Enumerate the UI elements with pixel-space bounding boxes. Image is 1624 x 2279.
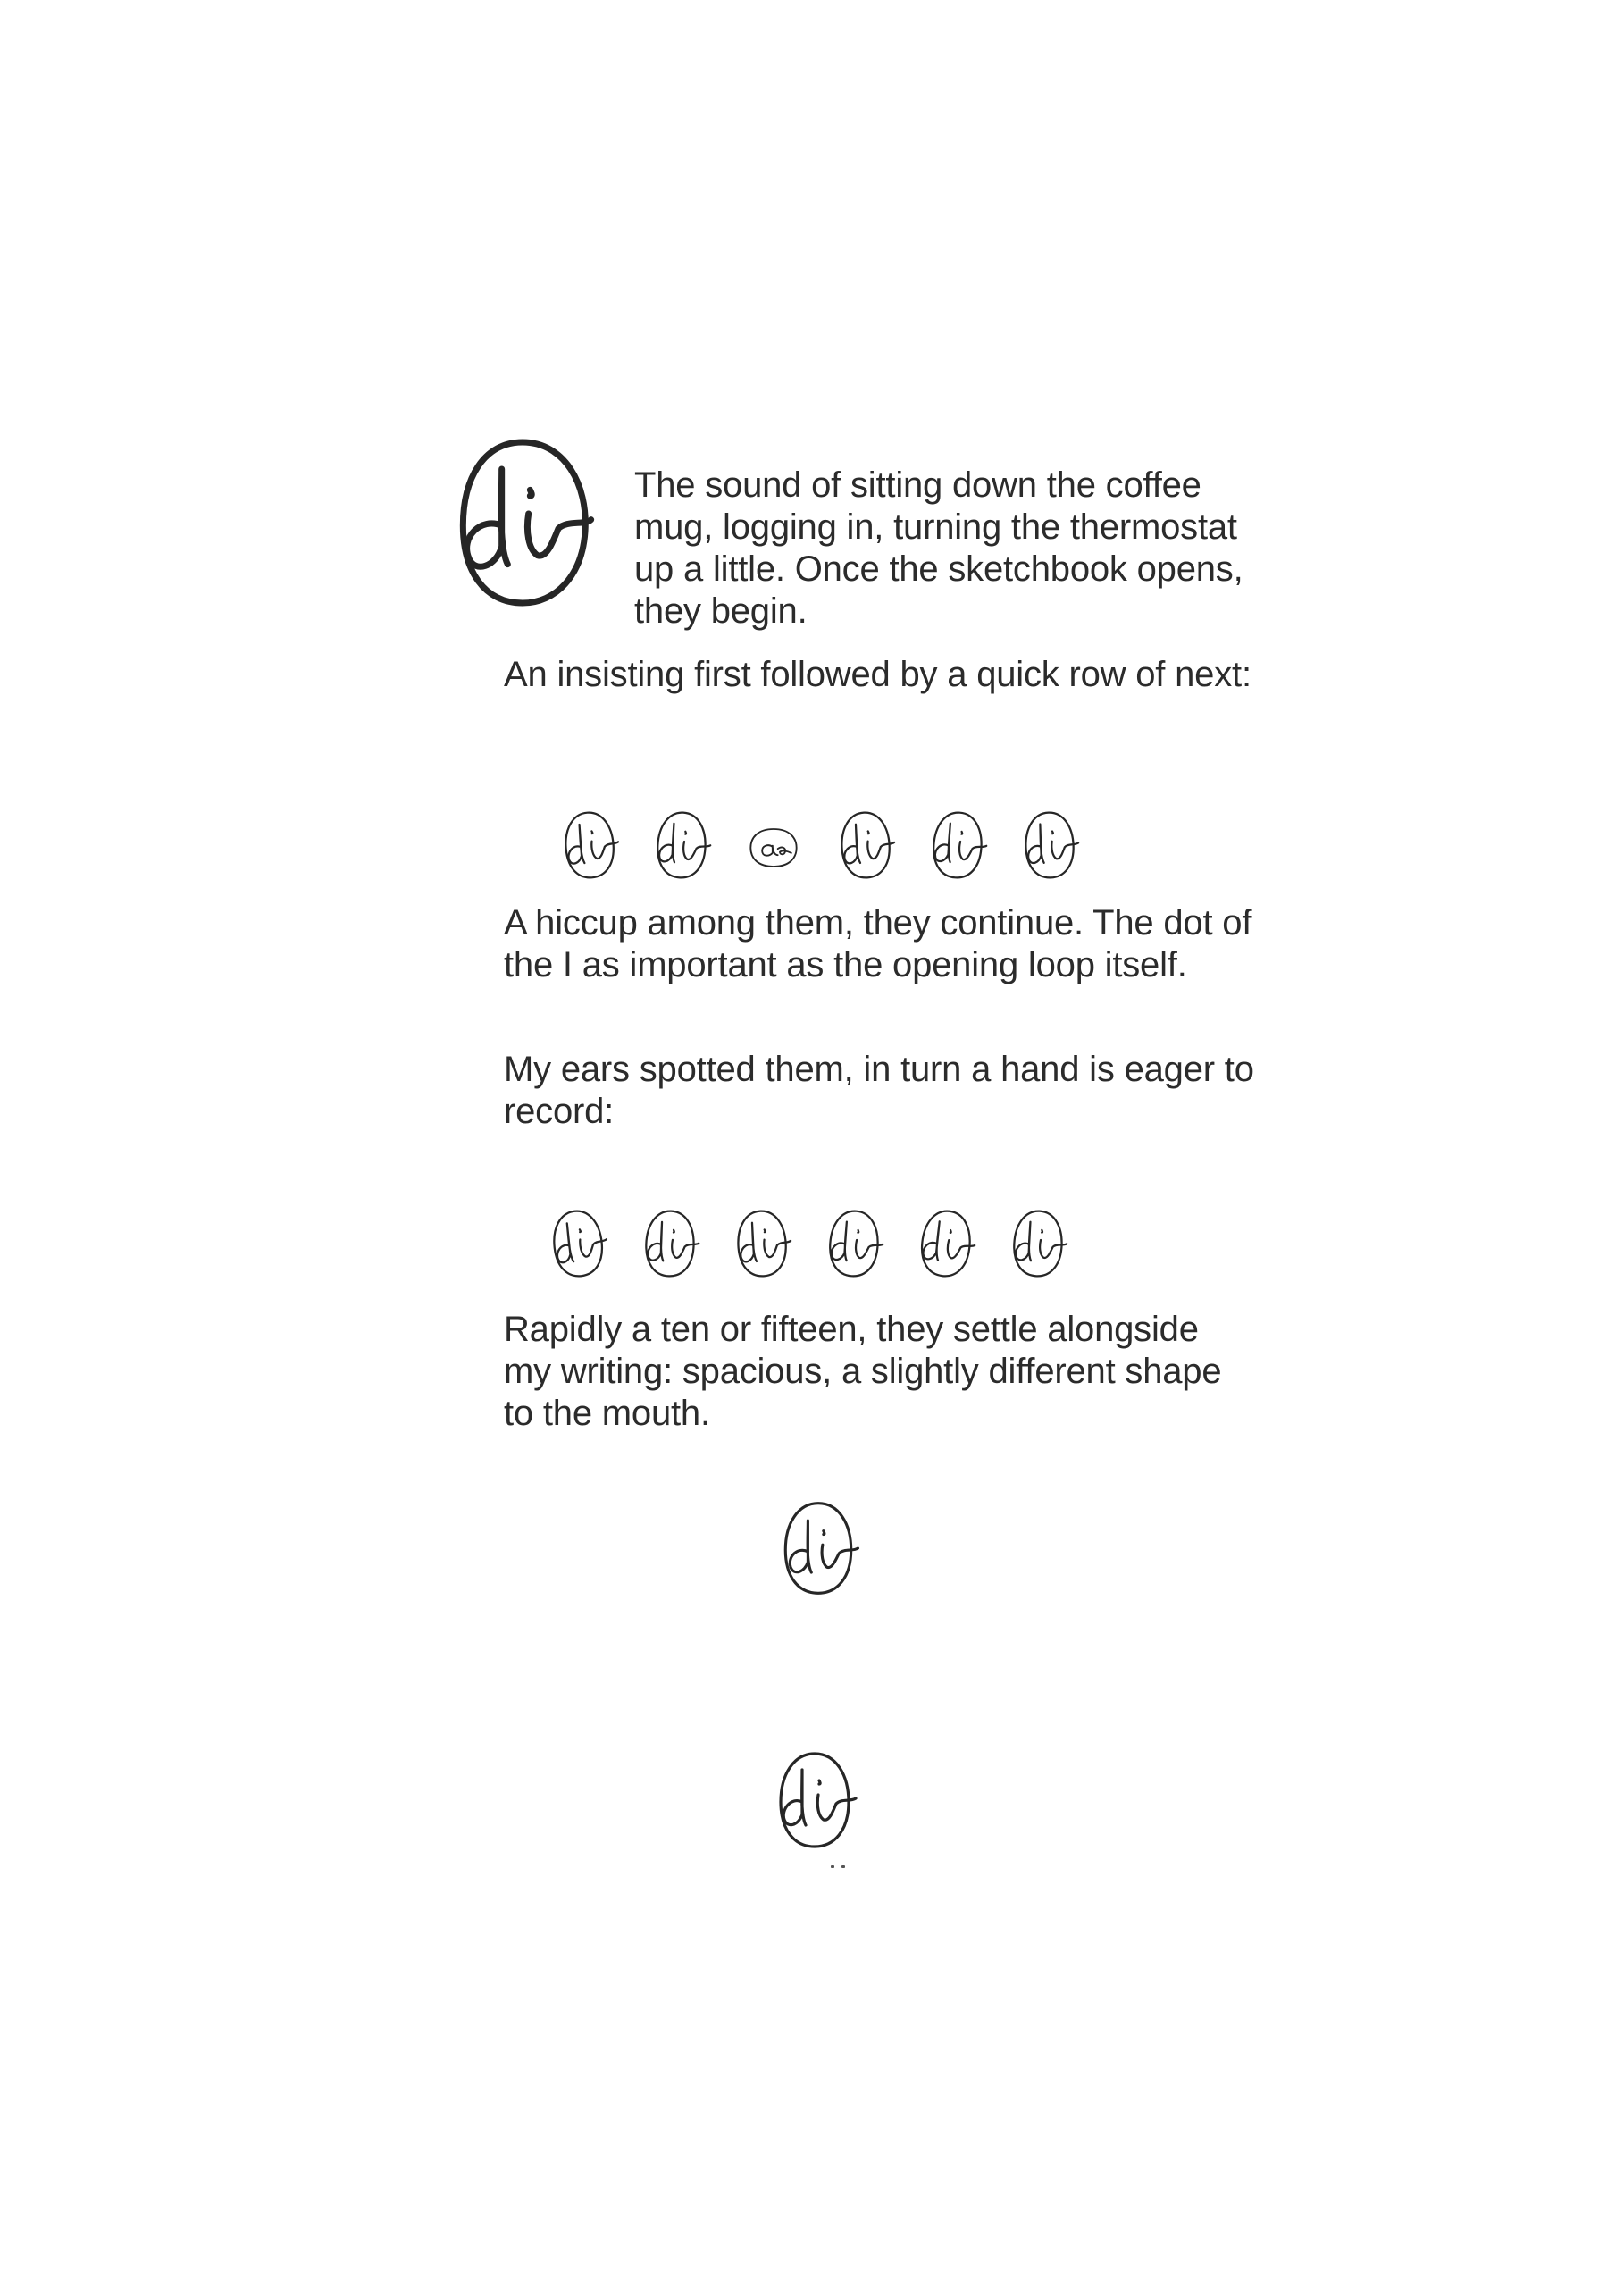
- glyph-row-two: [547, 1202, 1101, 1292]
- di-drawing-5: [924, 802, 992, 889]
- hiccup-paragraph: A hiccup among them, they continue. The dot of the I as important as the opening loop itself.: [504, 903, 1252, 984]
- di-drawing-2: [637, 1202, 702, 1286]
- single-di-drawing-two: [770, 1747, 859, 1854]
- single-di-drawing-one: [774, 1496, 863, 1600]
- settle-paragraph: Rapidly a ten or fifteen, they settle alongside my writing: spacious, a slightly different shape to the mouth.: [504, 1310, 1222, 1433]
- ears-paragraph: My ears spotted them, in turn a hand is eager to record:: [504, 1050, 1254, 1131]
- di-drawing-5: [910, 1200, 981, 1288]
- ink-specks: [831, 1865, 849, 1871]
- intro-paragraph: The sound of sitting down the coffee mug, logging in, turning the thermostat up a little. Once the sketchbook opens, they begin.: [634, 465, 1243, 631]
- di-drawing-6: [1005, 1201, 1072, 1286]
- di-drawing-1: [542, 1200, 613, 1288]
- di-drawing-1: [556, 802, 624, 889]
- di-drawing-2: [649, 802, 716, 888]
- di-drawing-4: [833, 802, 900, 888]
- di-drawing-4: [820, 1201, 888, 1287]
- first-row-lead-paragraph: An insisting first followed by a quick row of next:: [504, 655, 1251, 694]
- glyph-row-one: [558, 804, 1094, 893]
- di-drawing-3: [729, 1201, 796, 1286]
- large-di-drawing: [447, 433, 599, 612]
- a-drawing-3: [735, 817, 812, 879]
- di-drawing-6: [1017, 803, 1082, 887]
